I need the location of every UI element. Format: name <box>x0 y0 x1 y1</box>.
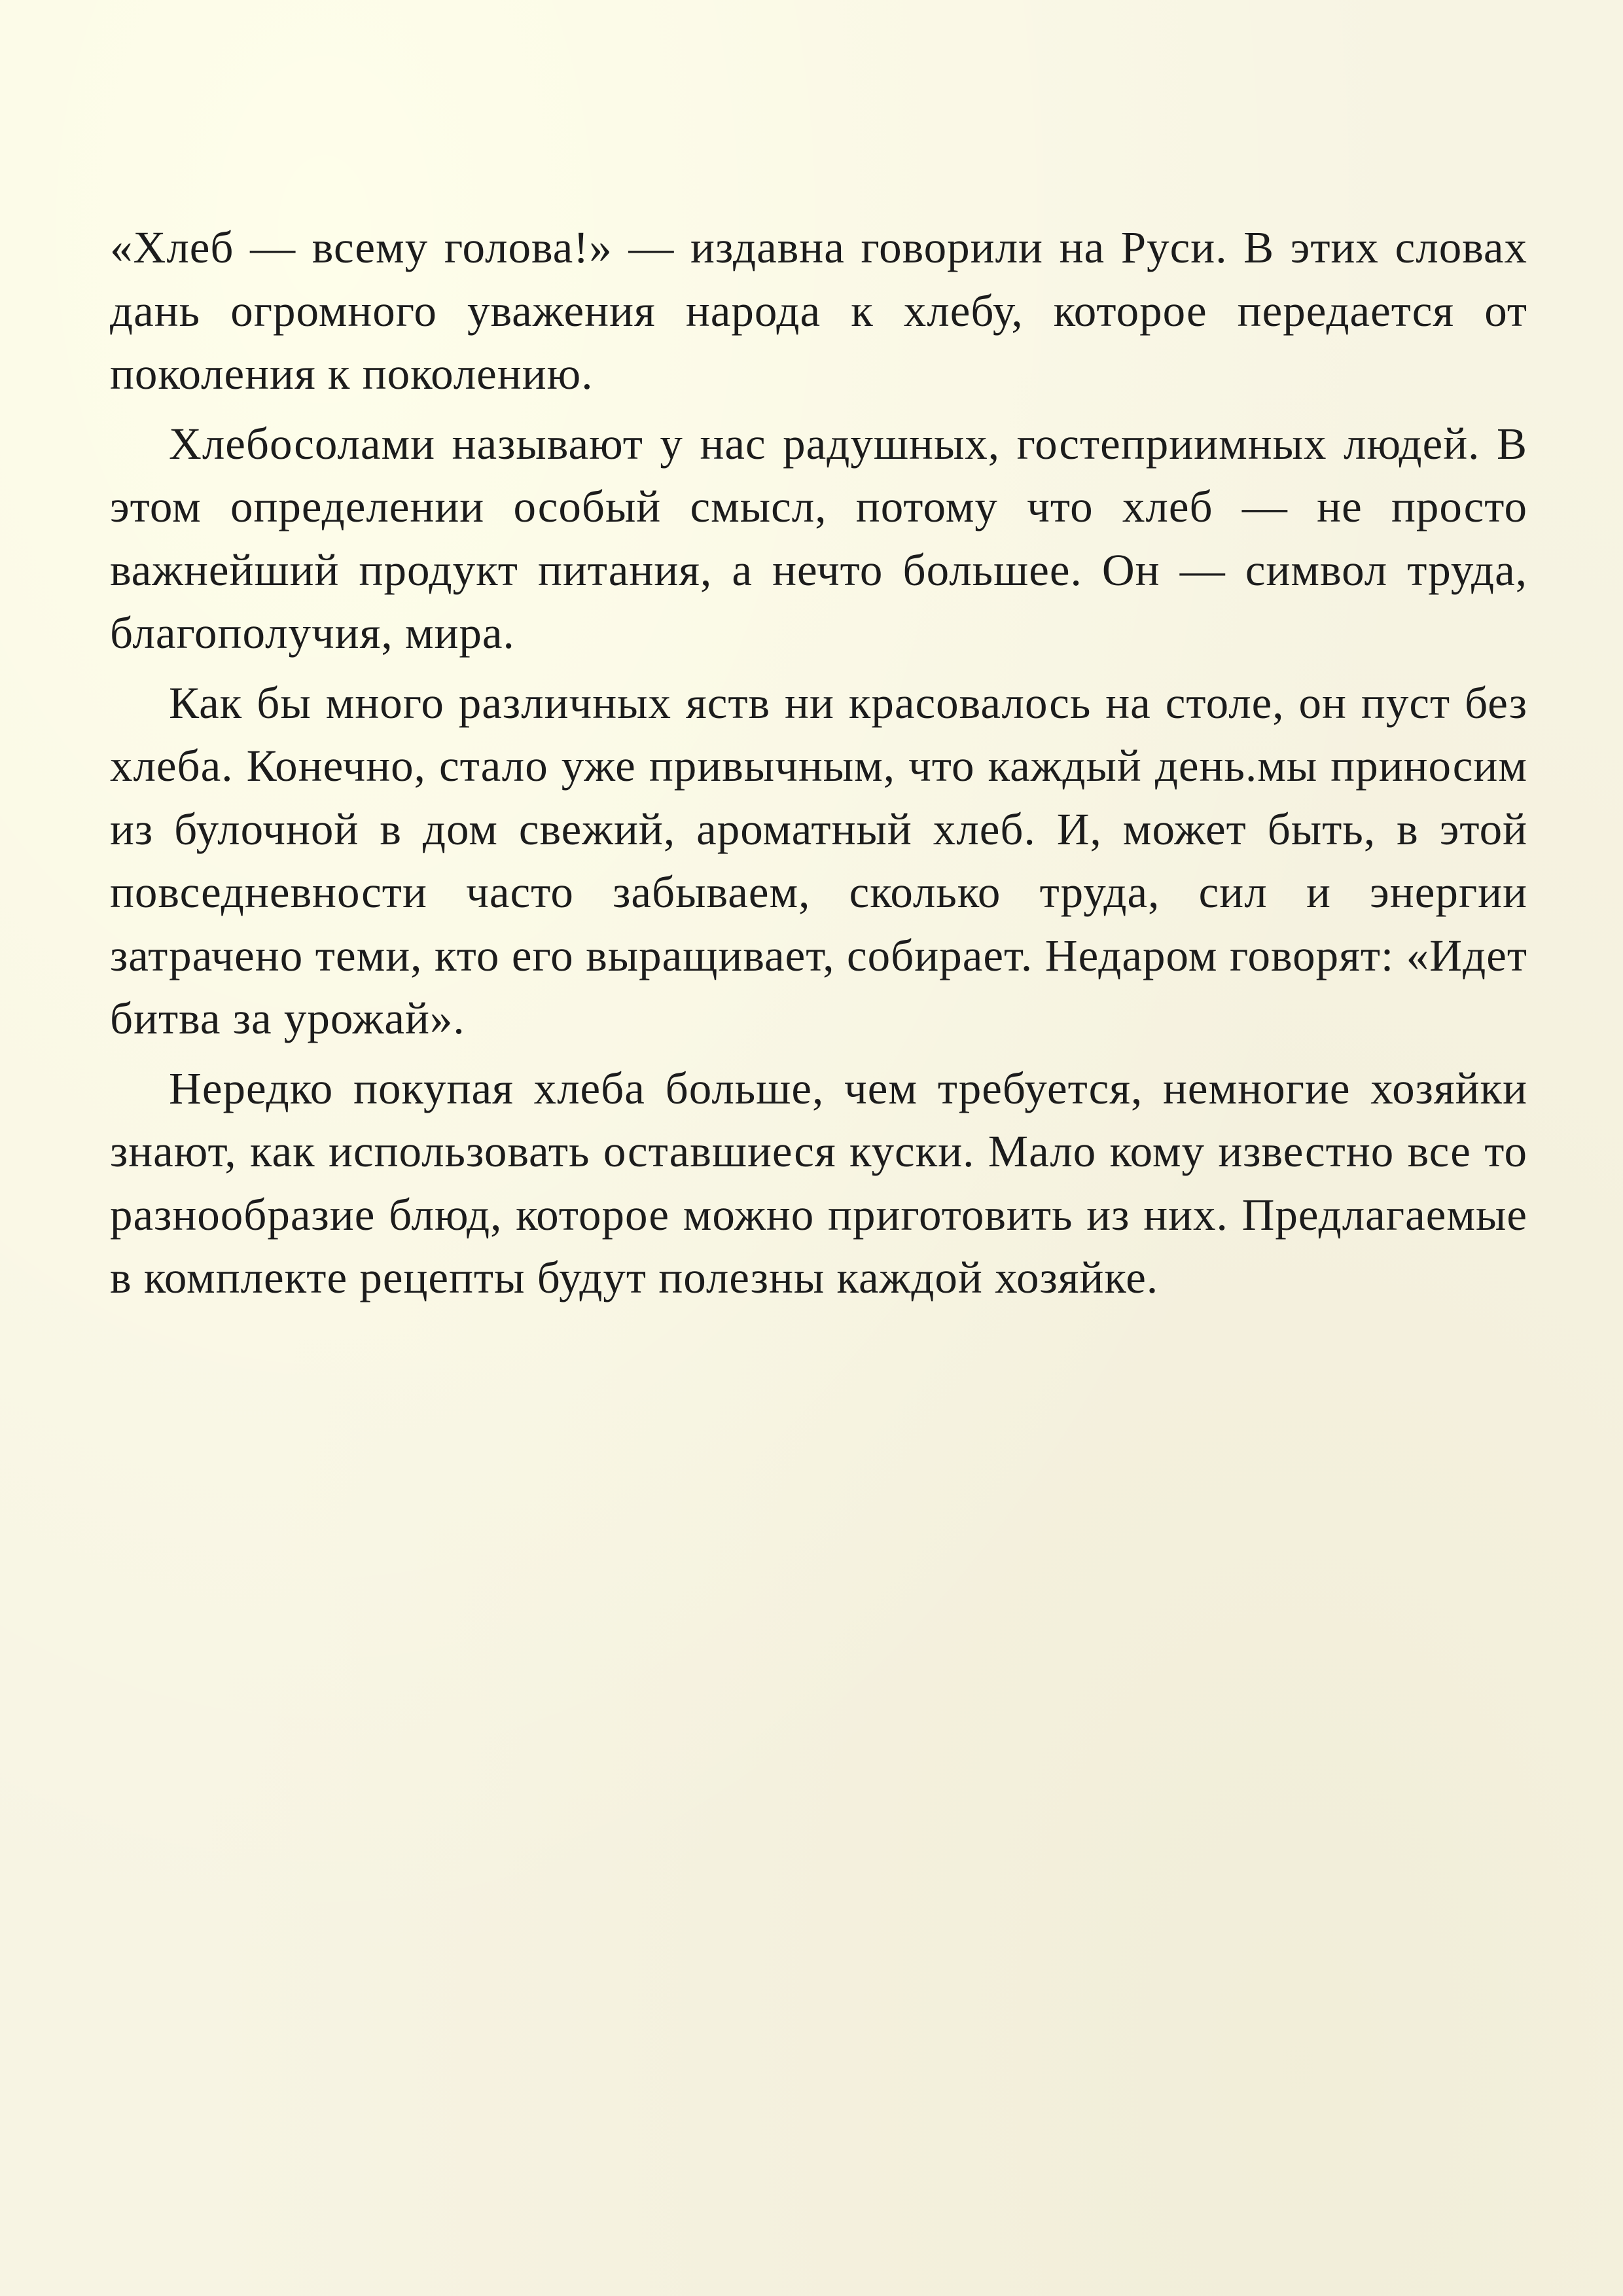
body-text <box>110 216 1527 1316</box>
paragraph-hospitality: Хлебосолами называют у нас радушных, гостеприимных людей. В этом определении особый смысл, потому что хлеб — не просто важнейший продукт питания, а нечто большее. Он — символ труда, благополучия, мира. <box>110 418 1527 658</box>
paragraph-intro: «Хлеб — всему голова!» — издавна говорили на Руси. В этих словах дань огромного уважения народа к хлебу, которое передается от поколения к поколению. <box>110 223 1527 399</box>
paragraph-recipes: Нередко покупая хлеба больше, чем требуется, немногие хозяйки знают, как использовать оставшиеся куски. Мало кому известно все то разнообразие блюд, которое можно приготовить из них. Предлагаемые в комплекте рецепты будут полезны каждой хозяйке. <box>110 1063 1527 1302</box>
paragraph-table: Как бы много различных яств ни красовалось на столе, он пуст без хлеба. Конечно, стало уже привычным, что каждый день.мы приносим из булочной в дом свежий, ароматный хлеб. И, может быть, в этой повседневности часто забываем, сколько труда, сил и энергии затрачено теми, кто его выращивает, собирает. Недаром говорят: «Идет битва за урожай». <box>110 677 1527 1043</box>
